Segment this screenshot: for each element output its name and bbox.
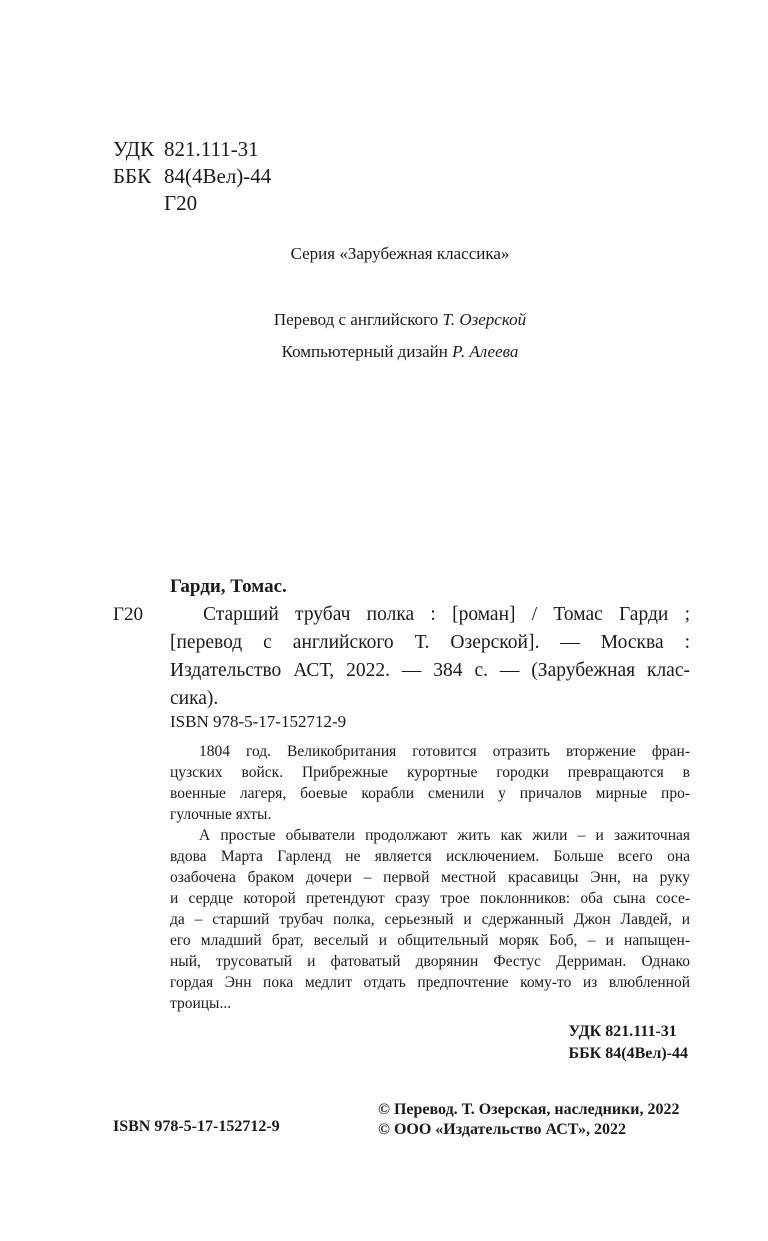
bibliographic-author: Гарди, Томас. [170, 576, 287, 597]
footer-bbk: ББК 84(4Вел)-44 [568, 1045, 688, 1062]
udk-value: 821.111-31 [164, 137, 259, 161]
translation-credit [0, 310, 768, 330]
bibliographic-line: Старший трубач полка : [роман] / Томас Гарди ; [203, 604, 690, 625]
design-credit [0, 342, 768, 362]
series-line: Серия «Зарубежная классика» [290, 244, 510, 263]
bibliographic-mark: Г20 [113, 604, 143, 625]
annotation-line: 1804 год. Великобритания готовится отразить вторжение фран- [199, 743, 690, 760]
annotation-line: вдова Марта Гарленд не является исключением. Больше всего она [170, 848, 690, 865]
bibliographic-line: сика). [170, 688, 219, 709]
bbk-value: 84(4Вел)-44 [164, 164, 272, 188]
annotation-line: и сердце которой претендуют сразу трое поклонников: оба сына сосе- [170, 890, 690, 907]
footer-udk: УДК 821.111-31 [568, 1023, 677, 1040]
design-prefix: Компьютерный дизайн [281, 342, 448, 361]
translation-prefix: Перевод с английского [273, 310, 439, 329]
footer-isbn: ISBN 978-5-17-152712-9 [113, 1118, 280, 1135]
udk-label: УДК [113, 137, 155, 161]
bbk-line [113, 163, 271, 190]
bibliographic-line: [перевод с английского Т. Озерской]. — Москва : [170, 632, 690, 653]
bibliographic-isbn: ISBN 978-5-17-152712-9 [170, 712, 347, 731]
bbk-label: ББК [113, 164, 152, 188]
annotation-line: его младший брат, веселый и общительный моряк Боб, – и напыщен- [170, 932, 690, 949]
annotation-line: военные лагеря, боевые корабли сменили у причалов мирные про- [170, 785, 690, 802]
annotation-line: да – старший трубач полка, серьезный и сдержанный Джон Лавдей, и [170, 911, 690, 928]
annotation-line: цузских войск. Прибрежные курортные городки превращаются в [170, 764, 690, 781]
translator-name: Т. Озерской [442, 310, 527, 329]
annotation [170, 741, 690, 1014]
annotation-line: ный, трусоватый и фатоватый дворянин Фестус Дерриман. Однако [170, 953, 690, 970]
annotation-line: гордая Энн пока медлит отдать предпочтение кому-то из влюбленной [170, 974, 690, 991]
bibliographic-description [170, 601, 690, 713]
copyright-block [378, 1100, 680, 1140]
bibliographic-line: Издательство АСТ, 2022. — 384 с. — (Зарубежная клас- [170, 660, 690, 681]
annotation-line: троицы... [170, 995, 232, 1012]
designer-name: Р. Алеева [452, 342, 519, 361]
copyright-translation: © Перевод. Т. Озерская, наследники, 2022 [378, 1101, 680, 1118]
annotation-line: гулочные яхты. [170, 806, 272, 823]
author-mark: Г20 [164, 191, 198, 215]
classification-codes [113, 136, 271, 217]
udk-line [113, 136, 271, 163]
annotation-line: А простые обыватели продолжают жить как жили – и зажиточная [199, 827, 690, 844]
footer-codes [569, 1021, 689, 1065]
copyright-publisher: © ООО «Издательство АСТ», 2022 [378, 1121, 627, 1138]
annotation-line: озабочена браком дочери – первой местной красавицы Энн, на руку [170, 869, 690, 886]
